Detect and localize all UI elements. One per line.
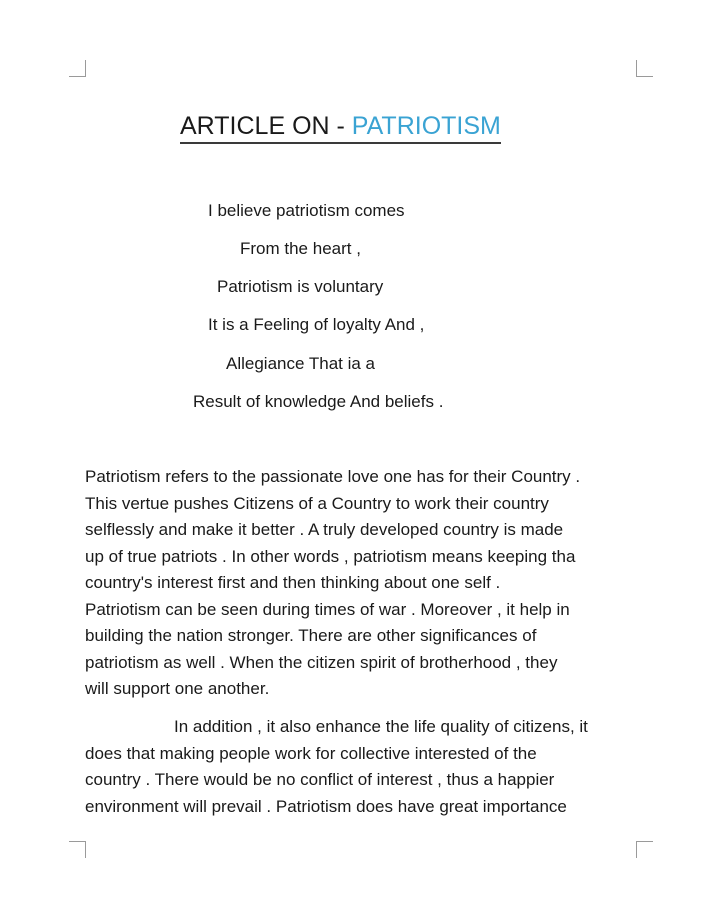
paragraph-line: Patriotism can be seen during times of war . Moreover , it help in xyxy=(85,599,570,619)
poem-line: Result of knowledge And beliefs . xyxy=(193,392,444,411)
poem-line: It is a Feeling of loyalty And , xyxy=(208,315,425,334)
paragraph-line: This vertue pushes Citizens of a Country to work their country xyxy=(85,493,549,513)
paragraph-line: patriotism as well . When the citizen spirit of brotherhood , they xyxy=(85,652,558,672)
crop-mark-top-left xyxy=(69,60,86,77)
paragraph-line: will support one another. xyxy=(85,679,270,698)
poem-line: From the heart , xyxy=(240,239,361,258)
crop-mark-bottom-right xyxy=(636,841,653,858)
paragraph-line: selflessly and make it better . A truly developed country is made xyxy=(85,520,564,539)
body-paragraph-1 xyxy=(85,464,645,703)
paragraph-line: up of true patriots . In other words , patriotism means keeping tha xyxy=(85,546,576,566)
paragraph-line: does that making people work for collective interested of the xyxy=(85,743,537,763)
paragraph-line: country's interest first and then thinking about one self . xyxy=(85,573,501,592)
title-accent: PATRIOTISM xyxy=(351,112,501,140)
title-prefix: ARTICLE ON - xyxy=(180,112,352,140)
paragraph-line: environment will prevail . Patriotism does have great importance xyxy=(85,796,567,816)
poem-line: Allegiance That ia a xyxy=(226,354,376,373)
body-paragraph-2 xyxy=(85,714,645,820)
poem-line: I believe patriotism comes xyxy=(208,201,405,220)
poem-line: Patriotism is voluntary xyxy=(217,277,384,296)
document-title xyxy=(180,110,501,144)
paragraph-line: In addition , it also enhance the life quality of citizens, it xyxy=(174,717,588,736)
crop-mark-bottom-left xyxy=(69,841,86,858)
paragraph-line: building the nation stronger. There are other significances of xyxy=(85,626,537,645)
crop-mark-top-right xyxy=(636,60,653,77)
paragraph-line: country . There would be no conflict of interest , thus a happier xyxy=(85,770,555,789)
paragraph-line: Patriotism refers to the passionate love one has for their Country . xyxy=(85,467,581,486)
